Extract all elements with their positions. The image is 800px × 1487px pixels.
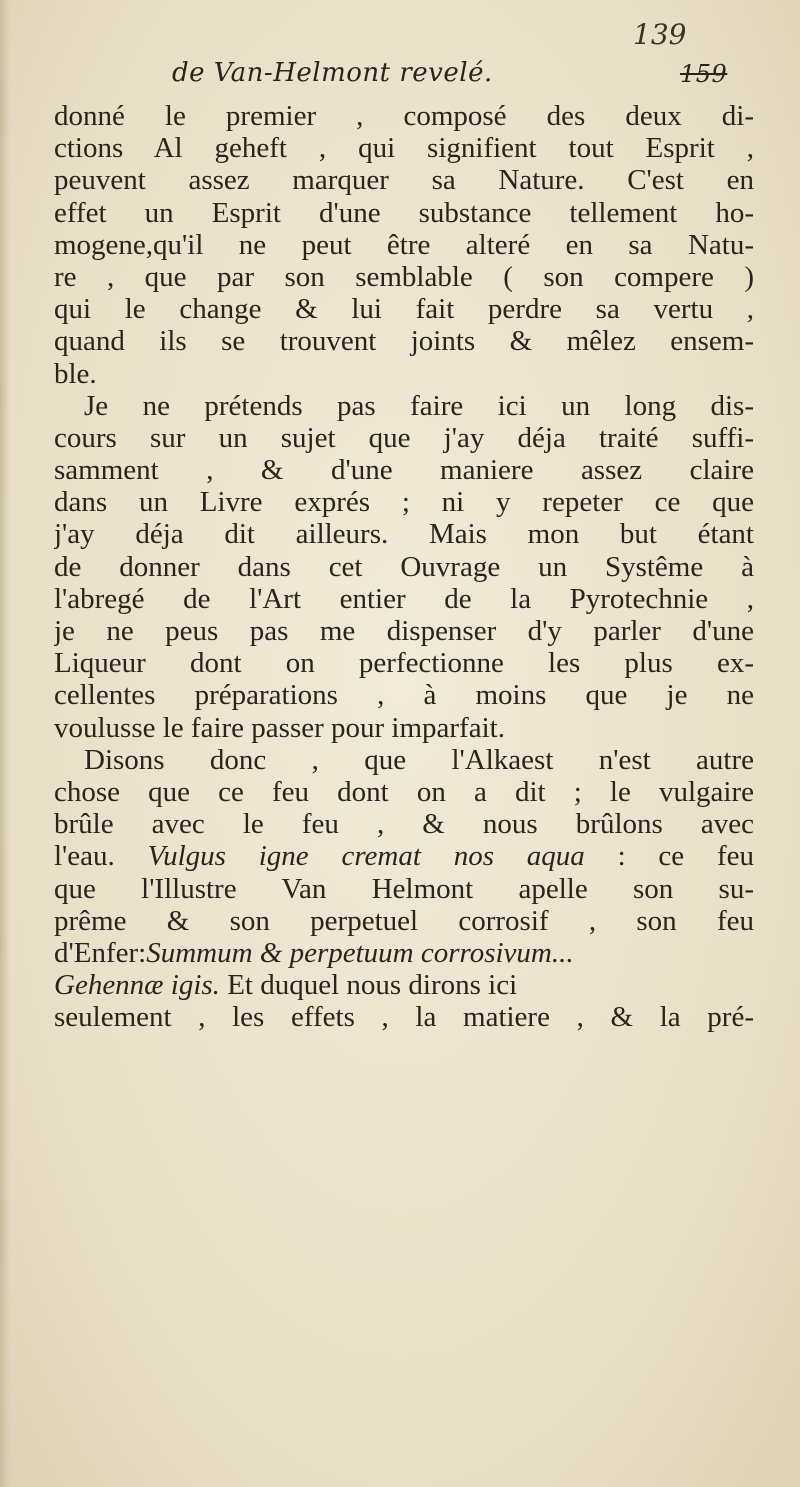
text-line: effet un Esprit d'une substance tellement ho- bbox=[54, 196, 754, 229]
text-segment: : ce feu bbox=[584, 840, 754, 873]
text-segment: d'Enfer: bbox=[54, 936, 147, 969]
text-line: re , que par son semblable ( son compere ) bbox=[54, 260, 754, 293]
text-line: qui le change & lui fait perdre sa vertu , bbox=[54, 293, 754, 326]
text-line: dans un Livre exprés ; ni y repeter ce que bbox=[54, 486, 754, 519]
struck-page-number: 159 bbox=[680, 60, 728, 88]
paragraph-start-line: Je ne prétends pas faire ici un long dis- bbox=[84, 389, 754, 422]
text-line: prême & son perpetuel corrosif , son feu bbox=[54, 904, 754, 937]
running-head bbox=[172, 58, 732, 88]
text-line: j'ay déja dit ailleurs. Mais mon but étant bbox=[54, 518, 754, 551]
text-line: Liqueur dont on perfectionne les plus ex- bbox=[54, 647, 754, 680]
paragraph-start-line: Disons donc , que l'Alkaest n'est autre bbox=[84, 743, 754, 776]
mixed-line bbox=[54, 969, 754, 1001]
mixed-line bbox=[54, 840, 754, 872]
mixed-line bbox=[54, 937, 754, 969]
page-gutter-shadow bbox=[0, 0, 10, 1487]
text-line: donné le premier , composé des deux di- bbox=[54, 100, 754, 132]
latin-quotation: Gehennæ igis. bbox=[54, 969, 220, 1002]
text-line: voulusse le faire passer pour imparfait. bbox=[54, 711, 505, 744]
text-line: samment , & d'une maniere assez claire bbox=[54, 454, 754, 487]
handwritten-folio: 139 bbox=[633, 18, 687, 51]
text-segment: Et duquel nous dirons ici bbox=[219, 969, 518, 1002]
text-line: peuvent assez marquer sa Nature. C'est en bbox=[54, 164, 754, 197]
text-line: ble. bbox=[54, 357, 97, 390]
text-line: quand ils se trouvent joints & mêlez ensem- bbox=[54, 325, 754, 358]
text-line: cellentes préparations , à moins que je ne bbox=[54, 679, 754, 712]
text-line: cours sur un sujet que j'ay déja traité suffi- bbox=[54, 421, 754, 454]
text-line: l'abregé de l'Art entier de la Pyrotechnie , bbox=[54, 582, 754, 615]
latin-quotation: Vulgus igne cremat nos aqua bbox=[147, 840, 585, 873]
text-line: chose que ce feu dont on a dit ; le vulgaire bbox=[54, 775, 754, 808]
text-segment: l'eau. bbox=[54, 840, 148, 873]
text-line: ctions Al geheft , qui signifient tout Esprit , bbox=[54, 132, 754, 165]
text-line: mogene,qu'il ne peut être alteré en sa Natu- bbox=[54, 228, 754, 261]
text-line: seulement , les effets , la matiere , & la pré- bbox=[54, 1001, 754, 1034]
running-head-title: de Van-Helmont revelé. bbox=[172, 58, 493, 88]
text-line: de donner dans cet Ouvrage un Systême à bbox=[54, 550, 754, 583]
text-line: que l'Illustre Van Helmont apelle son su- bbox=[54, 872, 754, 905]
text-line: brûle avec le feu , & nous brûlons avec bbox=[54, 808, 754, 841]
latin-quotation: Summum & perpetuum corrosivum... bbox=[146, 936, 574, 969]
text-line: je ne peus pas me dispenser d'y parler d'une bbox=[54, 615, 754, 647]
body-text bbox=[54, 100, 754, 1033]
